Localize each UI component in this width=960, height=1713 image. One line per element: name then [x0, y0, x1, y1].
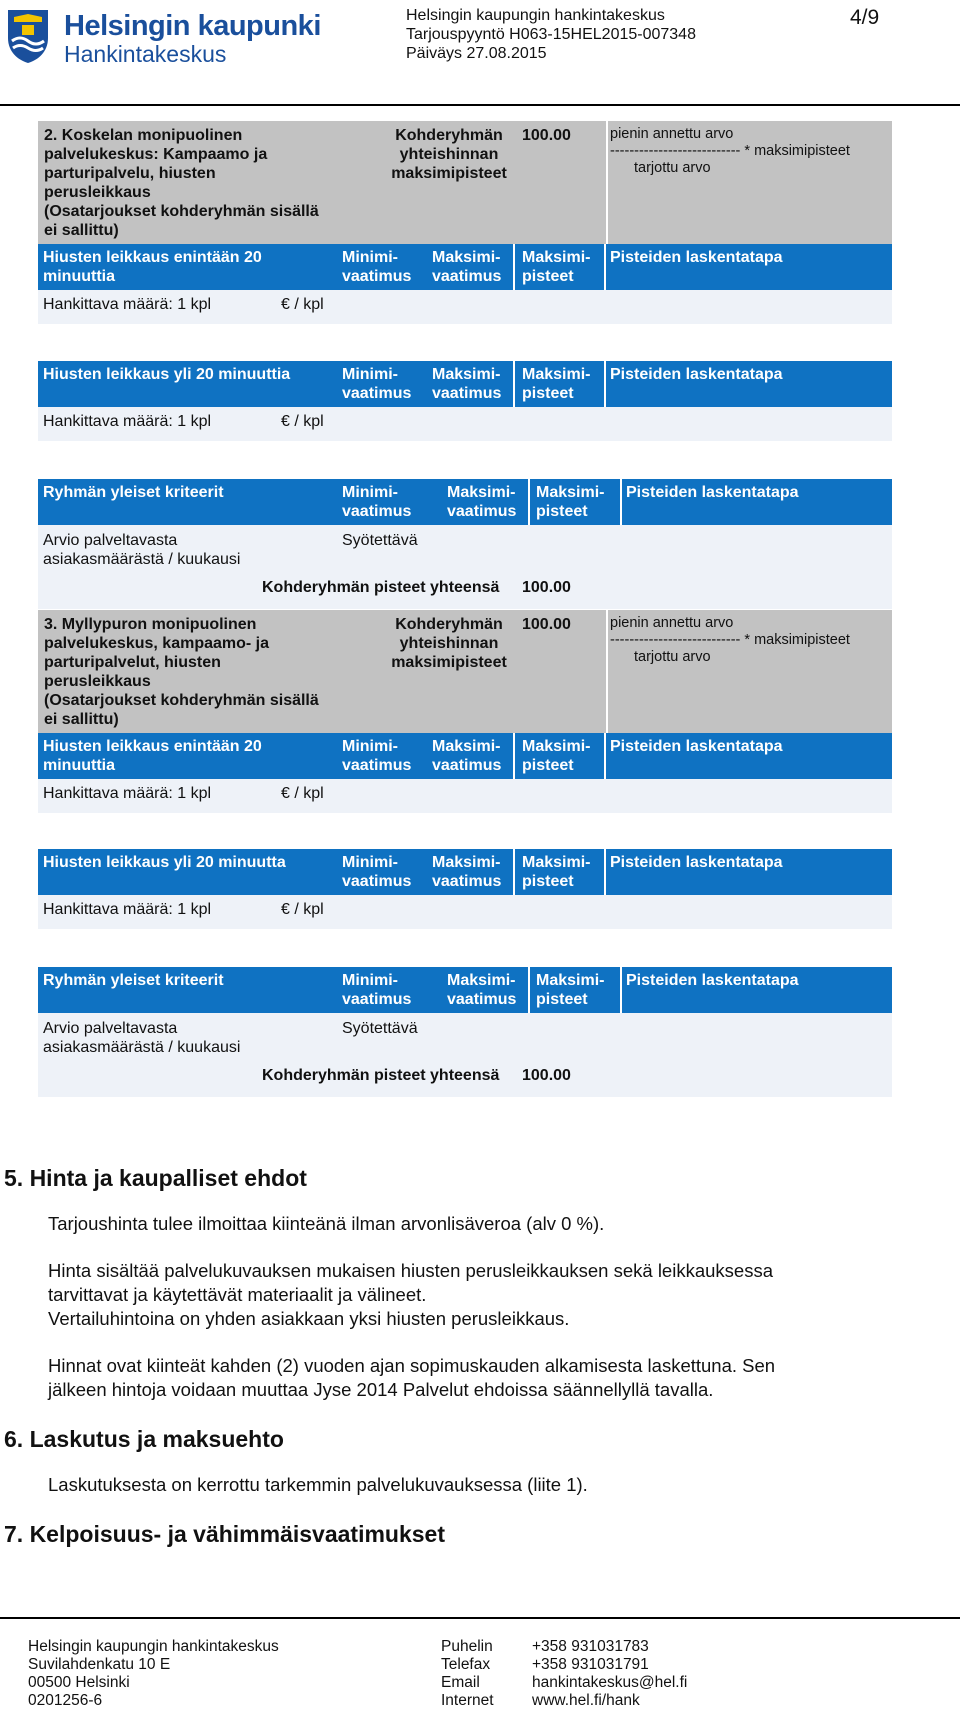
item-name: Hiusten leikkaus enintään 20 minuuttia — [43, 738, 262, 774]
footer-phone-label: Puhelin — [441, 1638, 493, 1655]
criteria-header-row — [38, 967, 892, 1013]
footer-web-label: Internet — [441, 1692, 494, 1709]
criteria-body — [38, 525, 892, 609]
formula-numerator: pienin annettu arvo — [610, 615, 734, 631]
formula-denominator: tarjottu arvo — [634, 649, 711, 665]
item-header-row — [38, 244, 892, 290]
footer-web[interactable]: www.hel.fi/hank — [532, 1692, 640, 1709]
paragraph: Hinnat ovat kiinteät kahden (2) vuoden ajan sopimuskauden alkamisesta laskettuna. Sen — [48, 1355, 776, 1376]
criterion-text: Arvio palveltavasta asiakasmäärästä / kuukausi — [43, 532, 241, 568]
target-max-label: Kohderyhmän yhteishinnan maksimipisteet — [391, 127, 507, 182]
group-total-label: Kohderyhmän pisteet yhteensä — [262, 1067, 500, 1084]
quantity-label: Hankittava määrä: 1 kpl — [43, 296, 212, 313]
group-total-value: 100.00 — [522, 579, 571, 596]
header-divider — [0, 104, 960, 106]
paragraph: Tarjoushinta tulee ilmoittaa kiinteänä ilman arvonlisäveroa (alv 0 %). — [48, 1213, 605, 1234]
paragraph: Hinta sisältää palvelukuvauksen mukaisen hiusten perusleikkauksen sekä leikkauksessa — [48, 1260, 773, 1281]
page-number: 4/9 — [850, 6, 880, 29]
criterion-input-type: Syötettävä — [342, 532, 418, 549]
item-quantity-row — [38, 779, 892, 813]
max-points-header: Maksimi- pisteet — [522, 738, 591, 774]
paragraph: Vertailuhintoina on yhden asiakkaan yksi hiusten perusleikkaus. — [48, 1308, 570, 1329]
max-points-header: Maksimi- pisteet — [536, 484, 605, 520]
item-name: Hiusten leikkaus yli 20 minuutta — [43, 854, 286, 871]
min-req-header: Minimi- vaatimus — [342, 484, 412, 520]
max-req-header: Maksimi- vaatimus — [432, 249, 502, 285]
section-heading-7: 7. Kelpoisuus- ja vähimmäisvaatimukset — [4, 1521, 446, 1547]
formula-line: --------------------------- * maksimipisteet — [610, 143, 850, 159]
group-title-row — [38, 610, 892, 733]
section-heading-6: 6. Laskutus ja maksuehto — [4, 1426, 284, 1452]
item-header-row — [38, 733, 892, 779]
paragraph: tarvittavat ja käytettävät materiaalit ja välineet. — [48, 1284, 427, 1305]
item-quantity-row — [38, 290, 892, 324]
unit-label: € / kpl — [281, 785, 324, 802]
group-total-label: Kohderyhmän pisteet yhteensä — [262, 579, 500, 596]
footer-org: Helsingin kaupungin hankintakeskus — [28, 1638, 279, 1655]
footer-business-id: 0201256-6 — [28, 1692, 103, 1709]
group-title: 3. Myllypuron monipuolinen palvelukeskus, kampaamo- ja parturipalvelut, hiusten perusleikkaus (Osatarjoukset kohderyhmän sisällä ei sallittu) — [44, 616, 319, 728]
min-req-header: Minimi- vaatimus — [342, 854, 412, 890]
criteria-body — [38, 1013, 892, 1097]
max-req-header: Maksimi- vaatimus — [432, 854, 502, 890]
footer-email-label: Email — [441, 1674, 480, 1691]
max-req-header: Maksimi- vaatimus — [432, 366, 502, 402]
logo-subtitle: Hankintakeskus — [64, 41, 227, 67]
target-max-label: Kohderyhmän yhteishinnan maksimipisteet — [391, 616, 507, 671]
footer-email[interactable]: hankintakeskus@hel.fi — [532, 1674, 688, 1691]
footer-postal: 00500 Helsinki — [28, 1674, 130, 1691]
criteria-title: Ryhmän yleiset kriteerit — [43, 972, 224, 989]
calc-method-header: Pisteiden laskentatapa — [626, 972, 799, 989]
helsinki-crest-icon — [6, 8, 50, 64]
footer-divider — [0, 1617, 960, 1619]
criteria-header-row — [38, 479, 892, 525]
group-title: 2. Koskelan monipuolinen palvelukeskus: Kampaamo ja parturipalvelu, hiusten perusleikkaus (Osatarjoukset kohderyhmän sisällä ei sallittu) — [44, 127, 319, 239]
item-name: Hiusten leikkaus enintään 20 minuuttia — [43, 249, 262, 285]
unit-label: € / kpl — [281, 296, 324, 313]
max-req-header: Maksimi- vaatimus — [447, 484, 517, 520]
logo-title: Helsingin kaupunki — [64, 10, 321, 42]
unit-label: € / kpl — [281, 413, 324, 430]
header-tender: Tarjouspyyntö H063-15HEL2015-007348 — [406, 26, 696, 43]
unit-label: € / kpl — [281, 901, 324, 918]
footer-street: Suvilahdenkatu 10 E — [28, 1656, 171, 1673]
max-points-header: Maksimi- pisteet — [522, 249, 591, 285]
formula-numerator: pienin annettu arvo — [610, 126, 734, 142]
paragraph: jälkeen hintoja voidaan muuttaa Jyse 2014 Palvelut ehdoissa säännellyllä tavalla. — [48, 1379, 714, 1400]
calc-method-header: Pisteiden laskentatapa — [610, 366, 783, 383]
quantity-label: Hankittava määrä: 1 kpl — [43, 785, 212, 802]
paragraph: Laskutuksesta on kerrottu tarkemmin palvelukuvauksessa (liite 1). — [48, 1474, 588, 1495]
footer-fax-label: Telefax — [441, 1656, 491, 1673]
quantity-label: Hankittava määrä: 1 kpl — [43, 901, 212, 918]
criteria-title: Ryhmän yleiset kriteerit — [43, 484, 224, 501]
max-points-header: Maksimi- pisteet — [522, 854, 591, 890]
min-req-header: Minimi- vaatimus — [342, 738, 412, 774]
section-heading-5: 5. Hinta ja kaupalliset ehdot — [4, 1165, 307, 1191]
footer-fax: +358 931031791 — [532, 1656, 649, 1673]
item-header-row — [38, 849, 892, 895]
max-points-header: Maksimi- pisteet — [536, 972, 605, 1008]
item-quantity-row — [38, 895, 892, 929]
points-value: 100.00 — [522, 616, 571, 633]
min-req-header: Minimi- vaatimus — [342, 972, 412, 1008]
max-req-header: Maksimi- vaatimus — [447, 972, 517, 1008]
min-req-header: Minimi- vaatimus — [342, 366, 412, 402]
calc-method-header: Pisteiden laskentatapa — [610, 738, 783, 755]
item-header-row — [38, 361, 892, 407]
footer-phone: +358 931031783 — [532, 1638, 649, 1655]
calc-method-header: Pisteiden laskentatapa — [610, 249, 783, 266]
formula-line: --------------------------- * maksimipisteet — [610, 632, 850, 648]
calc-method-header: Pisteiden laskentatapa — [626, 484, 799, 501]
criterion-text: Arvio palveltavasta asiakasmäärästä / kuukausi — [43, 1020, 241, 1056]
formula-denominator: tarjottu arvo — [634, 160, 711, 176]
header-org: Helsingin kaupungin hankintakeskus — [406, 7, 665, 24]
criterion-input-type: Syötettävä — [342, 1020, 418, 1037]
max-points-header: Maksimi- pisteet — [522, 366, 591, 402]
item-quantity-row — [38, 407, 892, 441]
quantity-label: Hankittava määrä: 1 kpl — [43, 413, 212, 430]
group-title-row — [38, 121, 892, 244]
item-name: Hiusten leikkaus yli 20 minuuttia — [43, 366, 291, 383]
header-date: Päiväys 27.08.2015 — [406, 45, 547, 62]
calc-method-header: Pisteiden laskentatapa — [610, 854, 783, 871]
max-req-header: Maksimi- vaatimus — [432, 738, 502, 774]
points-value: 100.00 — [522, 127, 571, 144]
min-req-header: Minimi- vaatimus — [342, 249, 412, 285]
group-total-value: 100.00 — [522, 1067, 571, 1084]
